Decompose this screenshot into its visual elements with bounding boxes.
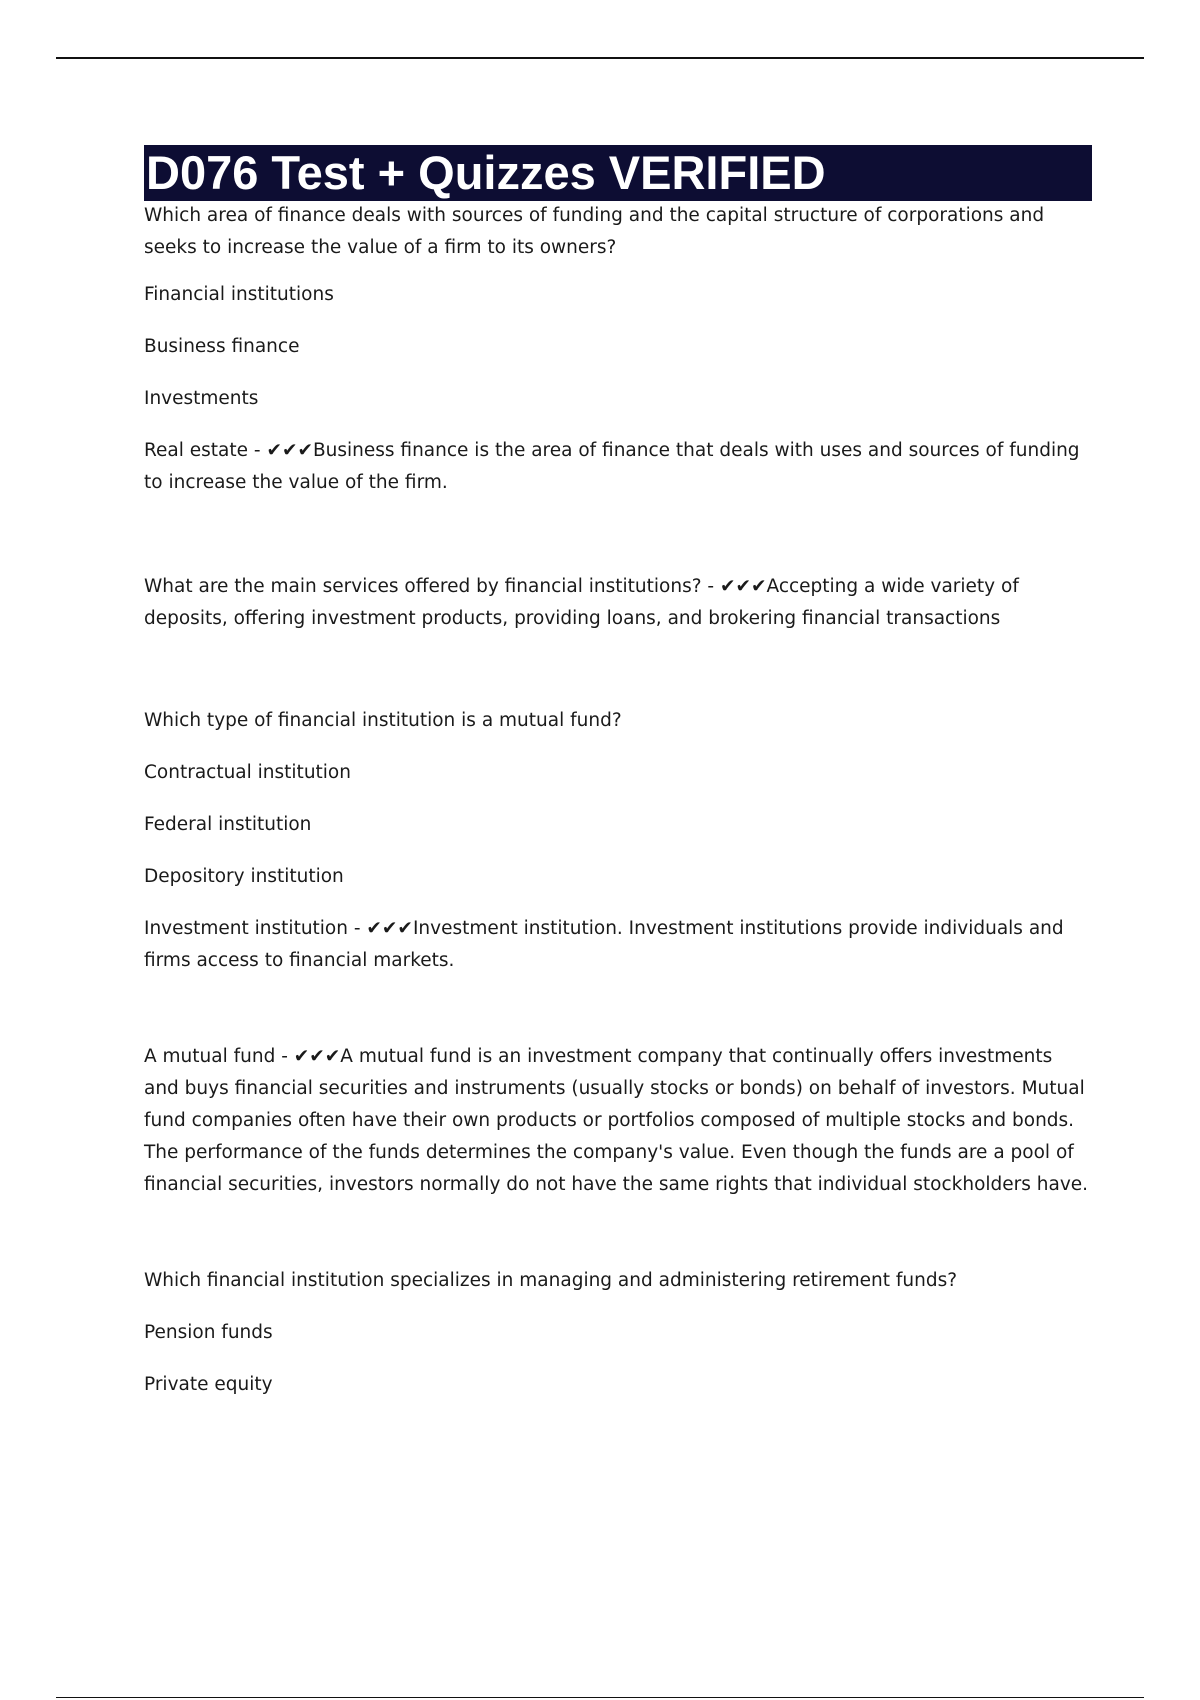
check-icon: ✔✔✔ xyxy=(366,918,413,939)
q1-option-2: Business finance xyxy=(144,336,300,357)
question-4 xyxy=(144,1041,1092,1201)
q5-option-1: Pension funds xyxy=(144,1322,273,1343)
q3-answer-text: Investment institution. Investment institutions provide individuals and firms access to financial markets. xyxy=(144,918,1064,971)
q1-option-3: Investments xyxy=(144,388,259,409)
q3-option-3: Depository institution xyxy=(144,866,344,887)
header-rule xyxy=(56,57,1144,59)
q3-last-option: Investment institution - xyxy=(144,918,367,939)
question-1: Which area of finance deals with sources of funding and the capital structure of corporations and seeks to increase the value of a firm to its owners? xyxy=(144,205,1045,258)
q2-question-text: What are the main services offered by financial institutions? - xyxy=(144,576,720,597)
q2-answer-text: Accepting a wide variety of deposits, offering investment products, providing loans, and brokering financial transactions xyxy=(144,576,1019,629)
q4-answer-text: A mutual fund is an investment company that continually offers investments and buys financial securities and instruments (usually stocks or bonds) on behalf of investors. Mutual fund companies often have their own products or portfolios composed of multiple stocks and bonds. The performance of the funds determines the company's value. Even though the funds are a pool of financial securities, investors normally do not have the same rights that individual stockholders have. xyxy=(144,1046,1089,1195)
question-2 xyxy=(144,571,1092,635)
document-title: D076 Test + Quizzes VERIFIED xyxy=(144,145,1092,201)
q3-answer xyxy=(144,913,1092,977)
check-icon: ✔✔✔ xyxy=(719,576,767,597)
check-icon: ✔✔✔ xyxy=(266,440,313,461)
q1-option-1: Financial institutions xyxy=(144,284,334,305)
q3-option-1: Contractual institution xyxy=(144,762,351,783)
question-5: Which financial institution specializes in managing and administering retirement funds? xyxy=(144,1270,958,1291)
q1-answer xyxy=(144,435,1092,499)
q5-option-2: Private equity xyxy=(144,1374,273,1395)
question-3: Which type of financial institution is a mutual fund? xyxy=(144,710,622,731)
footer-rule xyxy=(56,1697,1144,1698)
q4-question-text: A mutual fund - xyxy=(144,1046,294,1067)
q1-last-option: Real estate - xyxy=(144,440,267,461)
document-body xyxy=(144,145,1092,1401)
check-icon: ✔✔✔ xyxy=(293,1046,341,1067)
q1-answer-text: Business finance is the area of finance that deals with uses and sources of funding to increase the value of the firm. xyxy=(144,440,1080,493)
q3-option-2: Federal institution xyxy=(144,814,312,835)
